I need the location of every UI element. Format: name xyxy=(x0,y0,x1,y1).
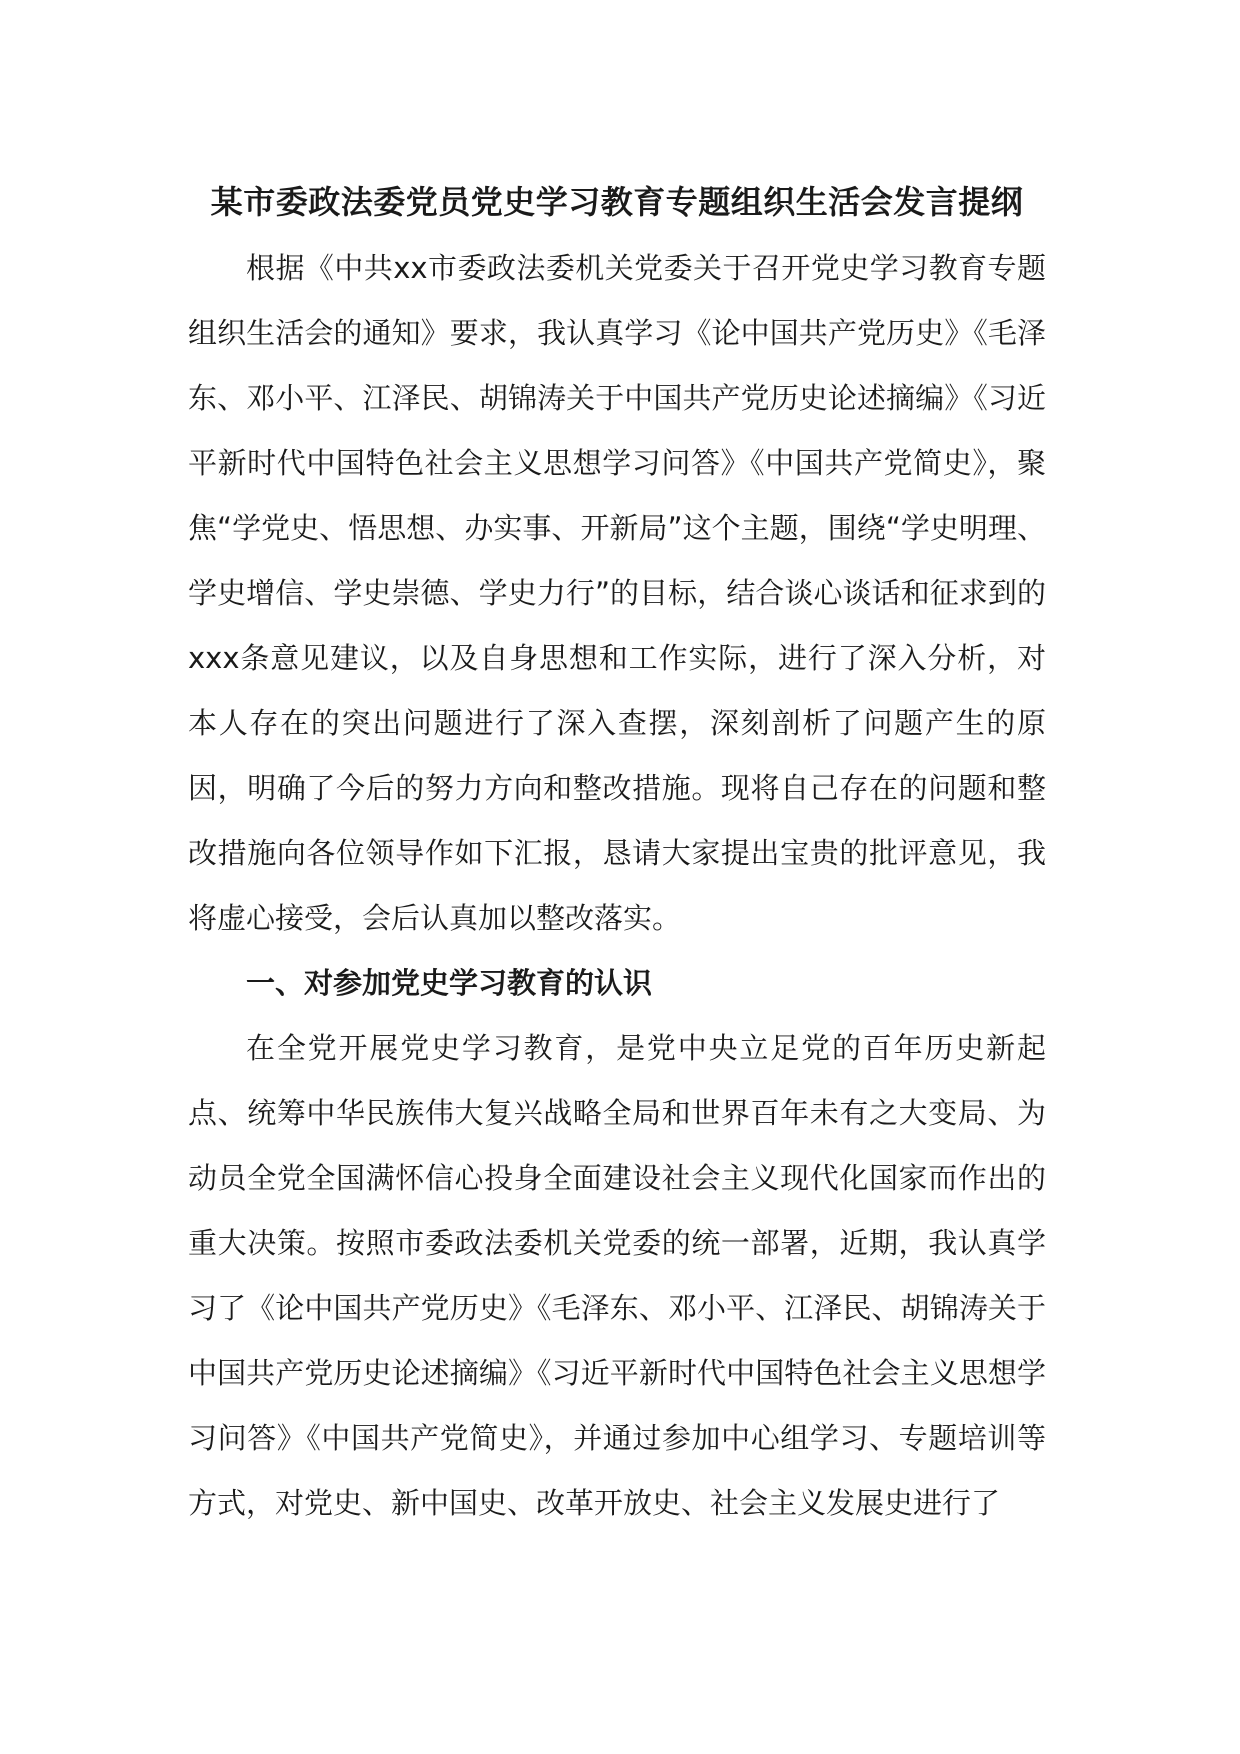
section-1-paragraph: 在全党开展党史学习教育，是党中央立足党的百年历史新起点、统筹中华民族伟大复兴战略全局和世界百年未有之大变局、为动员全党全国满怀信心投身全面建设社会主义现代化国家而作出的重大决策。按照市委政法委机关党委的统一部署，近期，我认真学习了《论中国共产党历史》《毛泽东、邓小平、江泽民、胡锦涛关于中国共产党历史论述摘编》《习近平新时代中国特色社会主义思想学习问答》《中国共产党简史》，并通过参加中心组学习、专题培训等方式，对党史、新中国史、改革开放史、社会主义发展史进行了 xyxy=(188,1031,1046,1520)
section-1-heading: 一、对参加党史学习教育的认识 xyxy=(246,966,653,1000)
intro-paragraph: 根据《中共xx市委政法委机关党委关于召开党史学习教育专题组织生活会的通知》要求，我认真学习《论中国共产党历史》《毛泽东、邓小平、江泽民、胡锦涛关于中国共产党历史论述摘编》《习近平新时代中国特色社会主义思想学习问答》《中国共产党简史》，聚焦“学党史、悟思想、办实事、开新局”这个主题，围绕“学史明理、学史增信、学史崇德、学史力行”的目标，结合谈心谈话和征求到的xxx条意见建议，以及自身思想和工作实际，进行了深入分析，对本人存在的突出问题进行了深入查摆，深刻剖析了问题产生的原因，明确了今后的努力方向和整改措施。现将自己存在的问题和整改措施向各位领导作如下汇报，恳请大家提出宝贵的批评意见，我将虚心接受，会后认真加以整改落实。 xyxy=(188,251,1046,935)
document-title: 某市委政法委党员党史学习教育专题组织生活会发言提纲 xyxy=(210,183,1024,221)
